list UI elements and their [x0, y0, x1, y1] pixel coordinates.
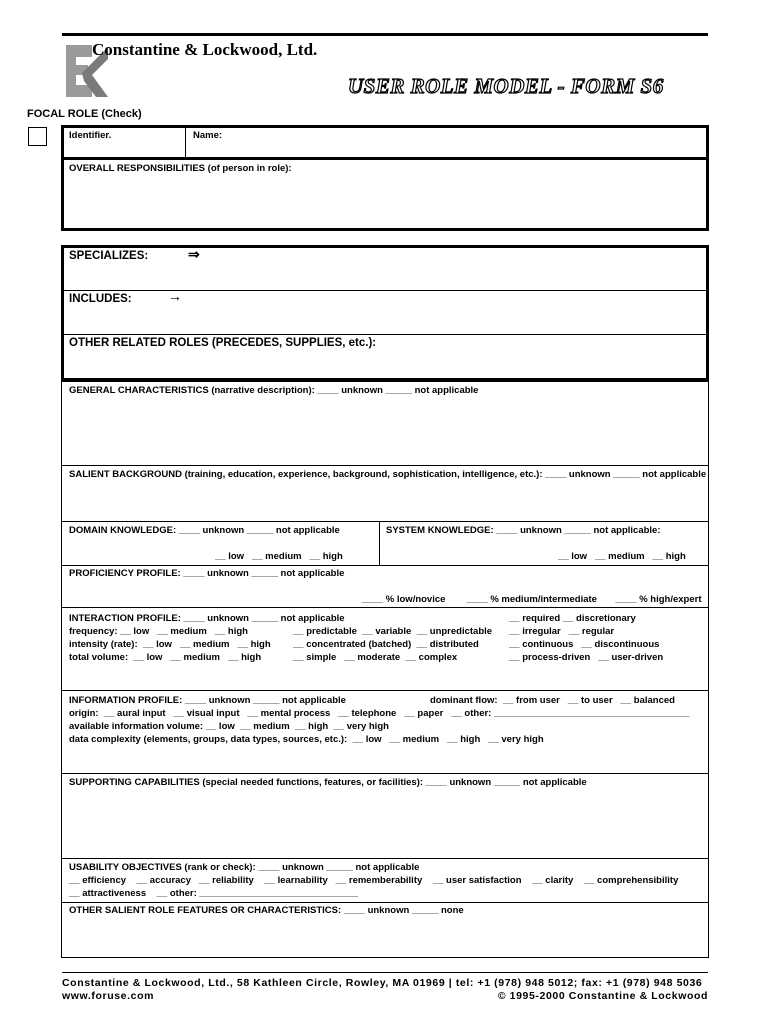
interaction-discretion[interactable]: __ required __ discretionary: [509, 613, 636, 624]
identifier-divider: [185, 127, 186, 158]
relations-divider-2: [63, 334, 707, 335]
other-roles-field[interactable]: OTHER RELATED ROLES (PRECEDES, SUPPLIES, etc.):: [69, 337, 377, 349]
domain-knowledge-field[interactable]: DOMAIN KNOWLEDGE: ____ unknown _____ not applicable: [69, 525, 340, 536]
interaction-frequency[interactable]: frequency: __ low __ medium __ high: [69, 626, 248, 637]
information-complexity[interactable]: data complexity (elements, groups, data types, sources, etc.): __ low __ medium __ high __ very high: [69, 734, 544, 745]
interaction-volume[interactable]: total volume: __ low __ medium __ high: [69, 652, 262, 663]
divider: [61, 858, 709, 859]
divider: [61, 465, 709, 466]
footer-copyright: © 1995-2000 Constantine & Lockwood: [497, 990, 708, 1002]
domain-knowledge-scale[interactable]: __ low __ medium __ high: [215, 551, 343, 562]
interaction-intensity[interactable]: intensity (rate): __ low __ medium __ high: [69, 639, 271, 650]
information-volume[interactable]: available information volume: __ low __ medium __ high __ very high: [69, 721, 389, 732]
proficiency-profile-field[interactable]: PROFICIENCY PROFILE: ____ unknown _____ not applicable: [69, 568, 345, 579]
responsibilities-field[interactable]: OVERALL RESPONSIBILITIES (of person in role):: [69, 163, 292, 174]
interaction-regularity[interactable]: __ irregular __ regular: [509, 626, 615, 637]
relations-box: [61, 245, 709, 381]
interaction-profile-field[interactable]: INTERACTION PROFILE: ____ unknown _____ not applicable: [69, 613, 345, 624]
divider: [61, 607, 709, 608]
identifier-field[interactable]: Identifier.: [69, 130, 112, 141]
includes-field[interactable]: INCLUDES:: [69, 293, 132, 305]
identity-divider: [61, 157, 709, 160]
focal-role-checkbox[interactable]: [28, 127, 47, 146]
arrow-icon: →: [168, 288, 182, 304]
information-origin[interactable]: origin: __ aural input __ visual input __ mental process __ telephone __ paper __ other: _____________________________________: [69, 708, 690, 719]
usability-objectives-list[interactable]: __ efficiency __ accuracy __ reliability __ learnability __ rememberability __ user satisfaction __ clarity __ comprehensibility: [69, 875, 679, 886]
interaction-distribution[interactable]: __ concentrated (batched) __ distributed: [293, 639, 479, 650]
salient-background-field[interactable]: SALIENT BACKGROUND (training, education, experience, background, sophistication, intelligence, etc.): ____ unknown _____ not applicable: [69, 469, 707, 480]
form-title: USER ROLE MODEL - FORM S6: [348, 74, 664, 98]
information-profile-field[interactable]: INFORMATION PROFILE: ____ unknown _____ not applicable: [69, 695, 346, 706]
knowledge-divider: [379, 521, 380, 565]
interaction-complexity[interactable]: __ simple __ moderate __ complex: [293, 652, 458, 663]
footer-website[interactable]: www.foruse.com: [62, 990, 155, 1002]
supporting-capabilities-field[interactable]: SUPPORTING CAPABILITIES (special needed functions, features, or facilities): ____ unknown _____ not applicable: [69, 777, 587, 788]
divider: [61, 565, 709, 566]
company-name: Constantine & Lockwood, Ltd.: [92, 40, 318, 59]
interaction-predictability[interactable]: __ predictable __ variable __ unpredictable: [293, 626, 493, 637]
proficiency-scale[interactable]: ____ % low/novice ____ % medium/intermediate ____ % high/expert: [362, 594, 702, 605]
system-knowledge-field[interactable]: SYSTEM KNOWLEDGE: ____ unknown _____ not applicable:: [386, 525, 661, 536]
divider: [61, 690, 709, 691]
divider: [61, 902, 709, 903]
interaction-continuity[interactable]: __ continuous __ discontinuous: [509, 639, 660, 650]
interaction-driver[interactable]: __ process-driven __ user-driven: [509, 652, 664, 663]
top-rule: [62, 33, 708, 36]
divider: [61, 773, 709, 774]
usability-objectives-other[interactable]: __ attractiveness __ other: ______________________________: [69, 888, 358, 899]
footer-rule: [62, 972, 708, 973]
focal-role-label: FOCAL ROLE (Check): [27, 108, 142, 120]
other-features-field[interactable]: OTHER SALIENT ROLE FEATURES OR CHARACTERISTICS: ____ unknown _____ none: [69, 905, 464, 916]
footer-address: Constantine & Lockwood, Ltd., 58 Kathleen Circle, Rowley, MA 01969 | tel: +1 (978) 948 5012; fax: +1 (978) 948 5036: [62, 977, 703, 989]
general-characteristics-field[interactable]: GENERAL CHARACTERISTICS (narrative description): ____ unknown _____ not applicable: [69, 385, 479, 396]
specializes-field[interactable]: SPECIALIZES:: [69, 250, 149, 262]
system-knowledge-scale[interactable]: __ low __ medium __ high: [558, 551, 686, 562]
usability-objectives-field[interactable]: USABILITY OBJECTIVES (rank or check): ____ unknown _____ not applicable: [69, 862, 420, 873]
relations-divider-1: [63, 290, 707, 291]
identity-box: [61, 125, 709, 231]
divider: [61, 521, 709, 522]
double-arrow-icon: ⇒: [188, 246, 200, 262]
name-field[interactable]: Name:: [193, 130, 223, 141]
information-flow[interactable]: dominant flow: __ from user __ to user __ balanced: [430, 695, 675, 706]
